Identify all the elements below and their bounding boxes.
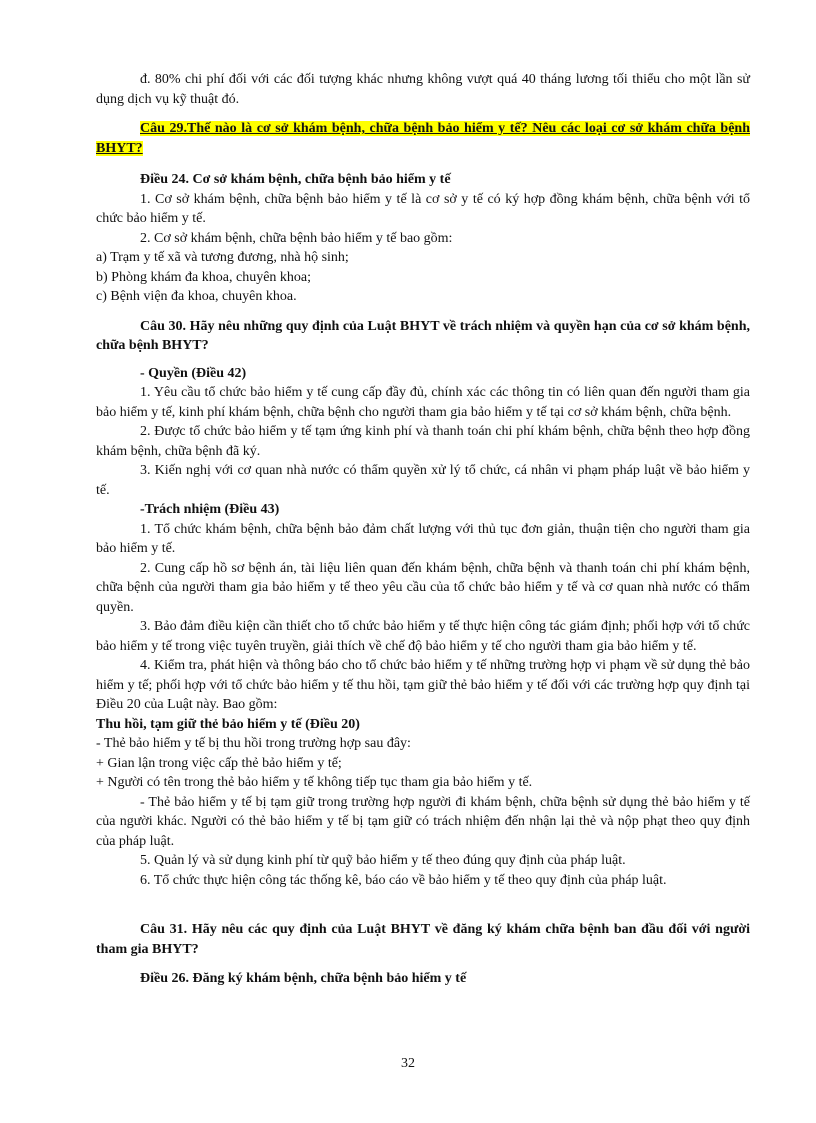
rights-para-1: 1. Yêu cầu tổ chức bảo hiểm y tế cung cấp đầy đủ, chính xác các thông tin có liên quan đến người tham gia bảo hiểm y tế, kinh phí khám bệnh, chữa bệnh cho người tham gia bảo hiểm y tế tại cơ sở khám bệnh, chữa bệnh.	[96, 385, 750, 420]
rights-heading: - Quyền (Điều 42)	[140, 365, 247, 381]
question-31: Câu 31. Hãy nêu các quy định của Luật BHYT về đăng ký khám chữa bệnh ban đầu đối với người tham gia BHYT?	[96, 922, 750, 957]
duties-heading: -Trách nhiệm (Điều 43)	[140, 502, 280, 517]
article-24-item-a: a) Trạm y tế xã và tương đương, nhà hộ sinh;	[96, 250, 349, 265]
page-number: 32	[401, 1056, 415, 1071]
duties-para-1: 1. Tổ chức khám bệnh, chữa bệnh bảo đảm chất lượng với thủ tục đơn giản, thuận tiện cho người tham gia bảo hiểm y tế.	[96, 521, 750, 556]
article-26-heading: Điều 26. Đăng ký khám bệnh, chữa bệnh bảo hiểm y tế	[140, 971, 467, 986]
question-30: Câu 30. Hãy nêu những quy định của Luật BHYT về trách nhiệm và quyền hạn của cơ sở khám bệnh, chữa bệnh BHYT?	[96, 318, 750, 353]
article-24-item-c: c) Bệnh viện đa khoa, chuyên khoa.	[96, 289, 297, 304]
paragraph-intro: đ. 80% chi phí đối với các đối tượng khác nhưng không vượt quá 40 tháng lương tối thiểu cho một lần sử dụng dịch vụ kỹ thuật đó.	[96, 72, 750, 107]
article-24-item-b: b) Phòng khám đa khoa, chuyên khoa;	[96, 269, 312, 285]
article-24-para-1: 1. Cơ sở khám bệnh, chữa bệnh bảo hiểm y tế là cơ sở y tế có ký hợp đồng khám bệnh, chữa bệnh với tổ chức bảo hiểm y tế.	[96, 191, 750, 226]
article-20-item-4: - Thẻ bảo hiểm y tế bị tạm giữ trong trường hợp người đi khám bệnh, chữa bệnh sử dụng thẻ bảo hiểm y tế của người khác. Người có thẻ bảo hiểm y tế bị tạm giữ có trách nhiệm đến nhận lại thẻ và nộp phạt theo quy định của pháp luật.	[96, 794, 750, 849]
article-24-para-2: 2. Cơ sở khám bệnh, chữa bệnh bảo hiểm y tế bao gồm:	[140, 230, 453, 246]
rights-para-2: 2. Được tổ chức bảo hiểm y tế tạm ứng kinh phí và thanh toán chi phí khám bệnh, chữa bệnh theo hợp đồng khám bệnh, chữa bệnh đã ký.	[96, 424, 750, 459]
question-29	[96, 119, 750, 158]
document-page	[96, 70, 750, 989]
duties-para-3: 3. Bảo đảm điều kiện cần thiết cho tổ chức bảo hiểm y tế thực hiện công tác giám định; phối hợp với tổ chức bảo hiểm y tế trong việc tuyên truyền, giải thích về chế độ bảo hiểm y tế cho người tham gia bảo hiểm y tế.	[96, 619, 750, 654]
article-20-heading: Thu hồi, tạm giữ thẻ bảo hiểm y tế (Điều 20)	[96, 716, 360, 732]
duties-para-5: 5. Quản lý và sử dụng kinh phí từ quỹ bảo hiểm y tế theo đúng quy định của pháp luật.	[140, 853, 626, 868]
rights-para-3: 3. Kiến nghị với cơ quan nhà nước có thẩm quyền xử lý tổ chức, cá nhân vi phạm pháp luật về bảo hiểm y tế.	[96, 463, 750, 498]
article-20-item-1: - Thẻ bảo hiểm y tế bị thu hồi trong trường hợp sau đây:	[96, 736, 411, 751]
duties-para-2: 2. Cung cấp hồ sơ bệnh án, tài liệu liên quan đến khám bệnh, chữa bệnh và thanh toán chi phí khám bệnh, chữa bệnh của người tham gia bảo hiểm y tế theo yêu cầu của tổ chức bảo hiểm y tế và cơ quan nhà nước có thẩm quyền.	[96, 560, 750, 615]
question-29-highlight: Câu 29.Thế nào là cơ sở khám bệnh, chữa bệnh bảo hiểm y tế? Nêu các loại cơ sở khám chữa bệnh BHYT?	[96, 121, 750, 156]
article-24-heading: Điều 24. Cơ sở khám bệnh, chữa bệnh bảo hiểm y tế	[140, 172, 451, 187]
duties-para-6: 6. Tổ chức thực hiện công tác thống kê, báo cáo về bảo hiểm y tế theo quy định của pháp luật.	[140, 872, 667, 888]
article-20-item-2: + Gian lận trong việc cấp thẻ bảo hiểm y tế;	[96, 755, 342, 771]
duties-para-4: 4. Kiểm tra, phát hiện và thông báo cho tổ chức bảo hiểm y tế những trường hợp vi phạm về sử dụng thẻ bảo hiểm y tế; phối hợp với tổ chức bảo hiểm y tế thu hồi, tạm giữ thẻ bảo hiểm y tế đối với các trường hợp quy định tại Điều 20 của Luật này. Bao gồm:	[96, 658, 750, 712]
article-20-item-3: + Người có tên trong thẻ bảo hiểm y tế không tiếp tục tham gia bảo hiểm y tế.	[96, 775, 533, 790]
